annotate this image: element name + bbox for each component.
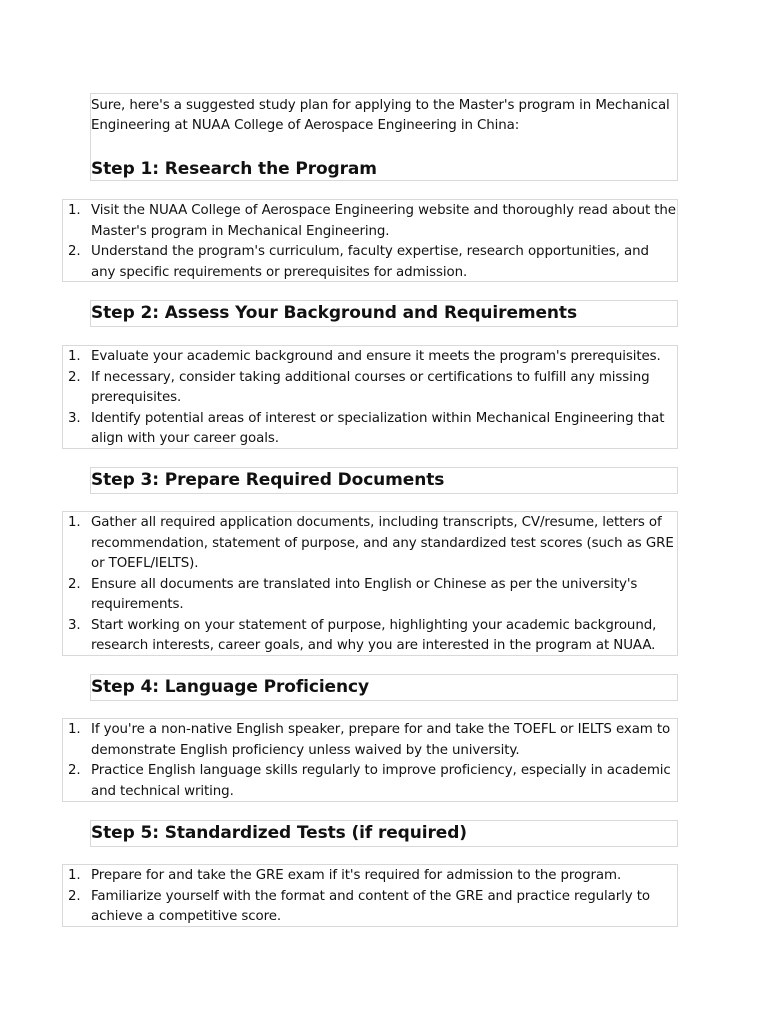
list-item-text: Familiarize yourself with the format and content of the GRE and practice regularly to achieve a competitive score.	[91, 888, 651, 924]
list-number: 1.	[68, 868, 81, 883]
list-item-text: If you're a non-native English speaker, prepare for and take the TOEFL or IELTS exam to demonstrate English proficiency unless waived by the university.	[91, 722, 671, 758]
step-4-heading-block	[90, 674, 678, 701]
step-1-list	[62, 199, 678, 282]
list-number: 2.	[68, 244, 81, 259]
list-number: 2.	[68, 369, 81, 385]
step-4-list	[62, 718, 678, 802]
list-number: 1.	[68, 349, 81, 364]
list-number: 1.	[68, 515, 81, 530]
step-3-heading: Step 3: Prepare Required Documents	[91, 470, 445, 490]
step-2-list	[62, 345, 678, 449]
list-number: 2.	[68, 576, 81, 592]
list-item-text: Ensure all documents are translated into English or Chinese as per the university's requirements.	[91, 576, 638, 612]
list-item	[63, 201, 677, 242]
list-item-text: Identify potential areas of interest or specialization within Mechanical Engineering that align with your career goals.	[91, 410, 665, 446]
step-5-heading-block	[90, 820, 678, 847]
list-item	[63, 866, 677, 887]
step-5-list	[62, 864, 678, 927]
list-item-text: Evaluate your academic background and ensure it meets the program's prerequisites.	[91, 349, 661, 364]
list-item-text: Practice English language skills regularly to improve proficiency, especially in academic and technical writing.	[91, 763, 671, 799]
list-number: 3.	[68, 410, 81, 426]
list-item	[63, 887, 677, 928]
step-1-heading: Step 1: Research the Program	[91, 159, 377, 179]
list-number: 3.	[68, 617, 81, 633]
list-item	[63, 242, 677, 283]
list-item-text: Prepare for and take the GRE exam if it's required for admission to the program.	[91, 868, 622, 883]
list-item-text: Start working on your statement of purpose, highlighting your academic background, research interests, career goals, and why you are interested in the program at NUAA.	[91, 617, 657, 653]
list-item-text: Visit the NUAA College of Aerospace Engineering website and thoroughly read about the Master's program in Mechanical Engineering.	[91, 203, 676, 239]
list-item-text: If necessary, consider taking additional courses or certifications to fulfill any missing prerequisites.	[91, 369, 650, 405]
list-item	[63, 761, 677, 802]
list-number: 2.	[68, 888, 81, 904]
list-item-text: Understand the program's curriculum, faculty expertise, research opportunities, and any specific requirements or prerequisites for admission.	[91, 244, 649, 280]
list-item	[63, 513, 677, 575]
step-3-heading-block	[90, 467, 678, 494]
list-item	[63, 409, 677, 450]
list-item	[63, 347, 677, 368]
list-number: 2.	[68, 763, 81, 778]
intro-paragraph: Sure, here's a suggested study plan for applying to the Master's program in Mechanical Engineering at NUAA College of Aerospace Engineering in China:	[91, 98, 670, 133]
step-2-heading-block	[90, 300, 678, 327]
list-item	[63, 720, 677, 761]
list-item-text: Gather all required application documents, including transcripts, CV/resume, letters of recommendation, statement of purpose, and any standardized test scores (such as GRE or TOEFL/IELTS).	[91, 515, 674, 571]
step-5-heading: Step 5: Standardized Tests (if required)	[91, 823, 467, 843]
list-number: 1.	[68, 722, 81, 737]
list-item	[63, 575, 677, 616]
list-item	[63, 368, 677, 409]
intro-block	[90, 93, 678, 181]
step-2-heading: Step 2: Assess Your Background and Requirements	[91, 303, 577, 323]
step-4-heading: Step 4: Language Proficiency	[91, 677, 369, 697]
step-3-list	[62, 511, 678, 656]
list-number: 1.	[68, 203, 81, 218]
list-item	[63, 616, 677, 657]
